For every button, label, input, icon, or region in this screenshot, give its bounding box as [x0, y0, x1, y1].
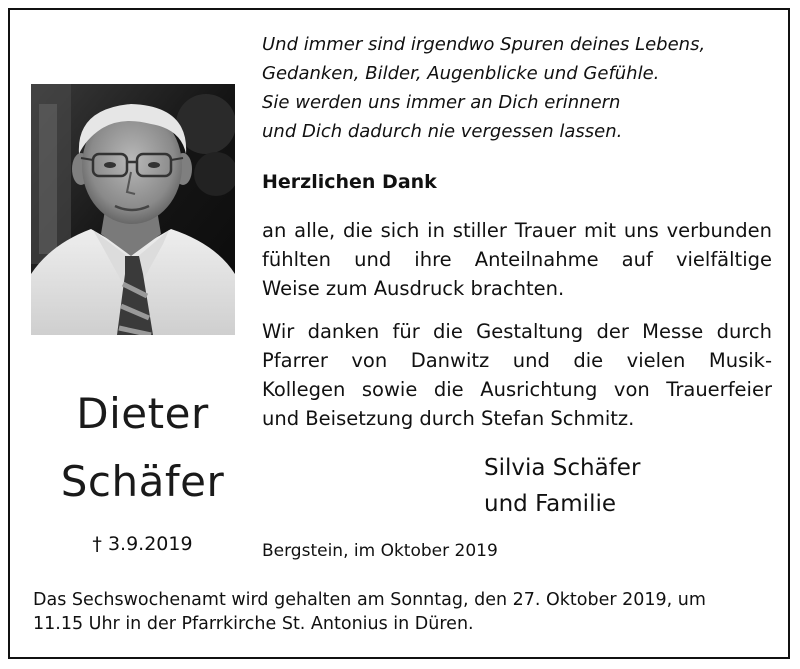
- paragraph-line: und Beisetzung durch Stefan Schmitz.: [262, 407, 635, 430]
- signature-family: und Familie: [484, 491, 617, 517]
- poem-block: [262, 30, 782, 146]
- footer-note: [33, 588, 773, 636]
- poem-line: Und immer sind irgendwo Spuren deines Lebens,: [262, 34, 706, 55]
- deceased-first-name: Dieter: [76, 389, 209, 438]
- paragraph-line: Weise zum Ausdruck brachten.: [262, 277, 565, 300]
- signature-name: Silvia Schäfer: [484, 455, 641, 481]
- thanks-paragraph-1: [262, 216, 772, 303]
- thanks-heading: Herzlichen Dank: [262, 171, 437, 193]
- deceased-last-name: Schäfer: [60, 457, 225, 506]
- signature-block: [484, 450, 640, 522]
- footer-line: 11.15 Uhr in der Pfarrkirche St. Antonius in Düren.: [33, 614, 474, 634]
- poem-line: und Dich dadurch nie vergessen lassen.: [262, 121, 623, 142]
- poem-line: Gedanken, Bilder, Augenblicke und Gefühle.: [262, 63, 660, 84]
- paragraph-line: an alle, die sich in stiller Trauer mit uns verbunden: [262, 219, 772, 242]
- death-date: † 3.9.2019: [92, 533, 193, 555]
- thanks-paragraph-2: [262, 317, 772, 433]
- poem-line: Sie werden uns immer an Dich erinnern: [262, 92, 621, 113]
- paragraph-line: Kollegen sowie die Ausrichtung von Trauerfeier: [262, 378, 772, 401]
- paragraph-line: Wir danken für die Gestaltung der Messe durch: [262, 320, 772, 343]
- paragraph-line: Pfarrer von Danwitz und die vielen Musik-: [262, 349, 772, 372]
- place-date: Bergstein, im Oktober 2019: [262, 541, 498, 561]
- footer-line: Das Sechswochenamt wird gehalten am Sonntag, den 27. Oktober 2019, um: [33, 590, 706, 610]
- paragraph-line: fühlten und ihre Anteilnahme auf vielfältige: [262, 248, 772, 271]
- portrait-photo: [31, 84, 235, 335]
